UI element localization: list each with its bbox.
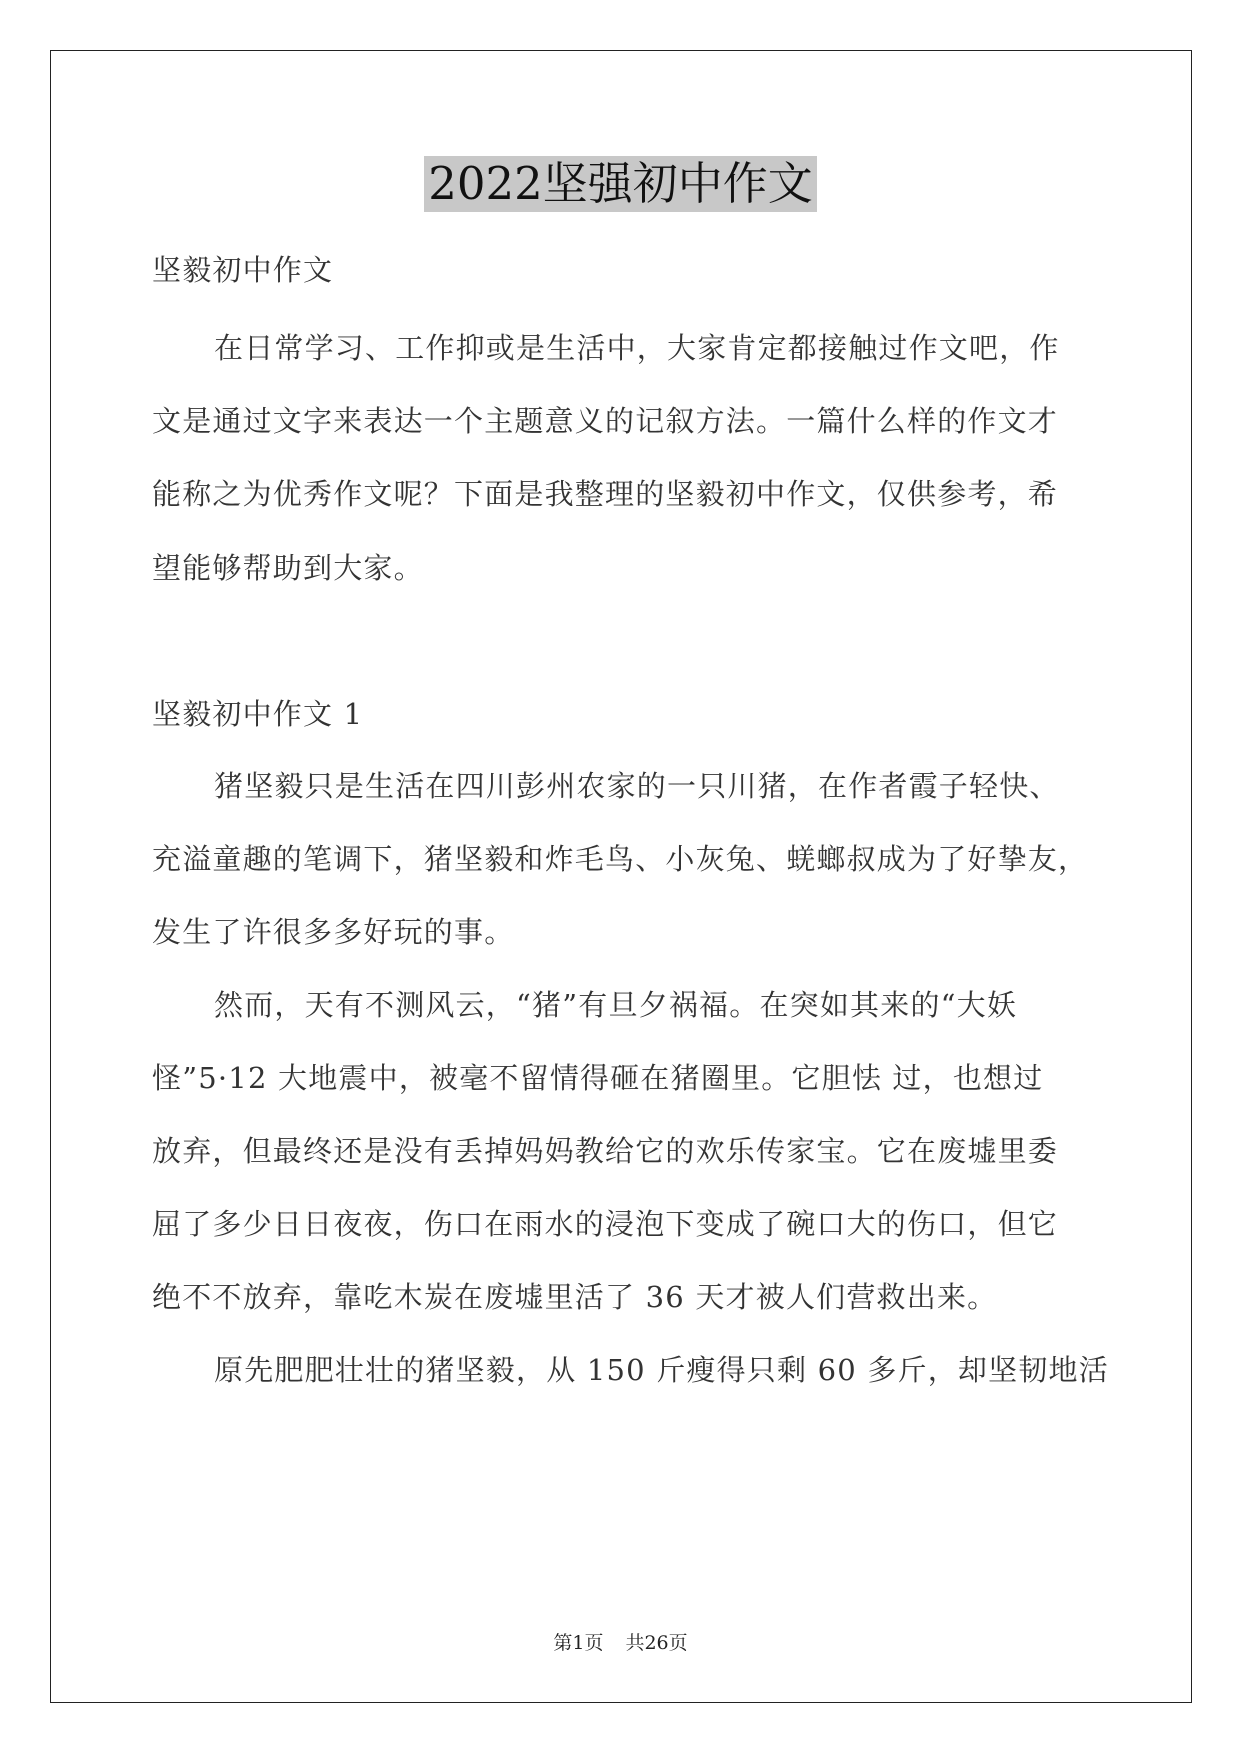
paragraph-line: 发生了许很多多好玩的事。 (152, 915, 515, 949)
page-footer (0, 1628, 1241, 1655)
paragraph-line: 猪坚毅只是生活在四川彭州农家的一只川猪，在作者霞子轻快、 (214, 769, 1060, 803)
document-title: 2022坚强初中作文 (424, 156, 817, 212)
paragraph-line: 绝不不放弃，靠吃木炭在废墟里活了 36 天才被人们营救出来。 (152, 1280, 998, 1314)
paragraph-line: 然而，天有不测风云，“猪”有旦夕祸福。在突如其来的“大妖 (214, 988, 1018, 1022)
intro-heading: 坚毅初中作文 (152, 253, 334, 287)
page-number: 第1页 (553, 1632, 604, 1654)
title-wrapper (0, 156, 1241, 212)
paragraph-line: 放弃，但最终还是没有丢掉妈妈教给它的欢乐传家宝。它在废墟里委 (152, 1134, 1059, 1168)
intro-line: 在日常学习、工作抑或是生活中，大家肯定都接触过作文吧，作 (214, 331, 1060, 365)
intro-line: 望能够帮助到大家。 (152, 551, 424, 585)
paragraph-line: 怪”5·12 大地震中，被毫不留情得砸在猪圈里。它胆怯 过，也想过 (152, 1061, 1044, 1095)
paragraph-line: 屈了多少日日夜夜，伤口在雨水的浸泡下变成了碗口大的伤口，但它 (152, 1207, 1059, 1241)
section-heading: 坚毅初中作文 1 (152, 697, 364, 731)
paragraph-line: 原先肥肥壮壮的猪坚毅，从 150 斤瘦得只剩 60 多斤，却坚韧地活 (214, 1353, 1109, 1387)
intro-line: 文是通过文字来表达一个主题意义的记叙方法。一篇什么样的作文才 (152, 404, 1059, 438)
total-pages: 共26页 (625, 1632, 688, 1654)
intro-line: 能称之为优秀作文呢？下面是我整理的坚毅初中作文，仅供参考，希 (152, 477, 1059, 511)
paragraph-line: 充溢童趣的笔调下，猪坚毅和炸毛鸟、小灰兔、蜣螂叔成为了好挚友， (152, 842, 1089, 876)
